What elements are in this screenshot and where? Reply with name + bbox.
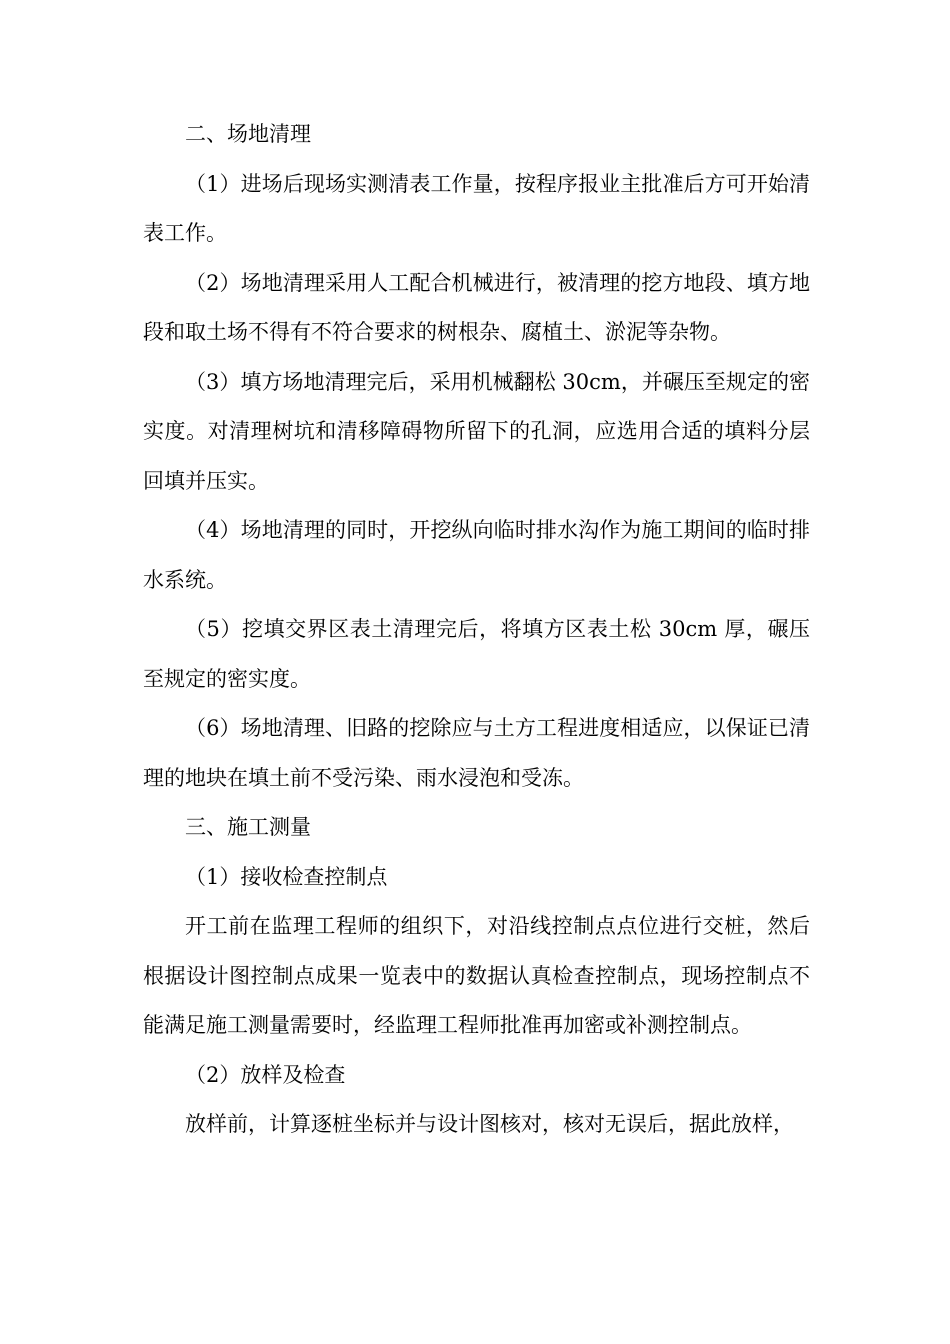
- document-body: [143, 110, 810, 1150]
- paragraph-clearing-1: （1）进场后现场实测清表工作量，按程序报业主批准后方可开始清表工作。: [143, 171, 810, 245]
- subheading-staking: （2）放样及检查: [185, 1062, 346, 1087]
- paragraph-clearing-2: （2）场地清理采用人工配合机械进行，被清理的挖方地段、填方地段和取土场不得有不符合要求的树根杂、腐植土、淤泥等杂物。: [143, 270, 810, 344]
- paragraph-clearing-5: （5）挖填交界区表土清理完后，将填方区表土松 30cm 厚，碾压至规定的密实度。: [143, 617, 810, 691]
- paragraph-clearing-4: （4）场地清理的同时，开挖纵向临时排水沟作为施工期间的临时排水系统。: [143, 518, 810, 592]
- paragraph-clearing-3: （3）填方场地清理完后，采用机械翻松 30cm，并碾压至规定的密实度。对清理树坑和清移障碍物所留下的孔洞，应选用合适的填料分层回填并压实。: [143, 369, 810, 493]
- section-heading-survey: 三、施工测量: [185, 815, 311, 839]
- section-heading-site-clearing: 二、场地清理: [185, 122, 311, 146]
- paragraph-control-points: 开工前在监理工程师的组织下，对沿线控制点点位进行交桩，然后根据设计图控制点成果一览表中的数据认真检查控制点，现场控制点不能满足施工测量需要时，经监理工程师批准再加密或补测控制点。: [143, 914, 810, 1037]
- paragraph-staking: 放样前，计算逐桩坐标并与设计图核对，核对无误后，据此放样，: [185, 1112, 794, 1136]
- subheading-control-points: （1）接收检查控制点: [185, 864, 388, 889]
- paragraph-clearing-6: （6）场地清理、旧路的挖除应与土方工程进度相适应，以保证已清理的地块在填土前不受污染、雨水浸泡和受冻。: [143, 716, 810, 790]
